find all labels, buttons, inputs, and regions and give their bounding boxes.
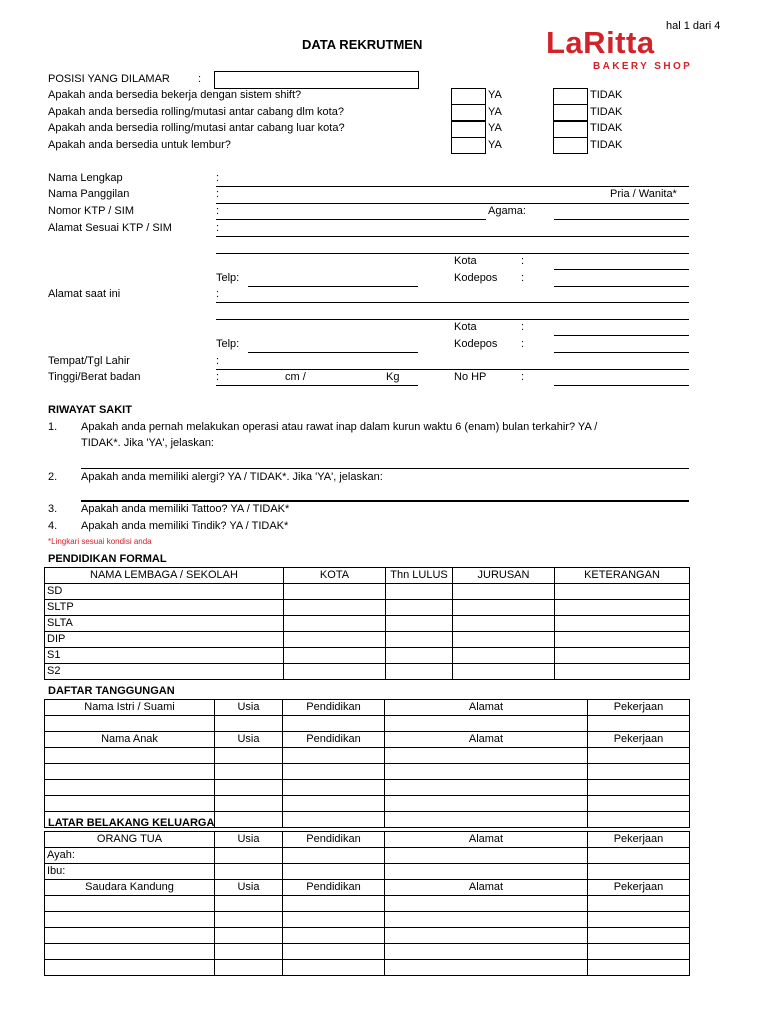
dependents-table (44, 699, 690, 828)
table-cell[interactable] (588, 812, 690, 828)
table-cell[interactable] (283, 896, 385, 912)
column-header: KOTA (284, 568, 386, 584)
allergy-explain-field[interactable] (81, 500, 689, 502)
colon: : (521, 255, 525, 267)
table-row (45, 896, 690, 912)
city-label: Kota (454, 321, 477, 333)
column-header: Pekerjaan (588, 732, 690, 748)
table-row (45, 960, 690, 976)
education-level: SLTP (45, 600, 284, 616)
table-cell[interactable] (283, 812, 385, 828)
table-cell[interactable] (588, 764, 690, 780)
table-cell[interactable] (283, 928, 385, 944)
table-cell[interactable] (588, 864, 690, 880)
no-label: TIDAK (590, 122, 623, 134)
table-cell[interactable] (45, 796, 215, 812)
full-name-label: Nama Lengkap (48, 172, 123, 184)
birth-field[interactable] (216, 369, 689, 370)
table-header-row (45, 568, 690, 584)
education-level: SD (45, 584, 284, 600)
table-cell[interactable] (385, 864, 588, 880)
column-header: Usia (215, 700, 283, 716)
table-row (45, 780, 690, 796)
colon: : (216, 205, 220, 217)
medical-question-surgery: Apakah anda pernah melakukan operasi atau rawat inap dalam kurun waktu 6 (enam) bulan terkahir? YA / (81, 421, 598, 433)
yes-label: YA (488, 106, 502, 118)
family-table (44, 831, 690, 976)
medical-question-allergy: Apakah anda memiliki alergi? YA / TIDAK*. Jika 'YA', jelaskan: (81, 471, 383, 483)
current-phone-field[interactable] (248, 352, 418, 353)
colon: : (216, 371, 220, 383)
mother-label: Ibu: (45, 864, 215, 880)
table-cell[interactable] (386, 584, 453, 600)
surgery-explain-field[interactable] (81, 468, 689, 469)
table-cell[interactable] (215, 896, 283, 912)
no-label: TIDAK (590, 106, 623, 118)
table-cell[interactable] (284, 648, 386, 664)
checkbox-overtime-no[interactable] (553, 137, 588, 154)
education-level: SLTA (45, 616, 284, 632)
table-cell[interactable] (283, 716, 385, 732)
medical-item-number: 2. (48, 471, 58, 483)
table-cell[interactable] (45, 748, 215, 764)
table-cell[interactable] (45, 716, 215, 732)
colon: : (216, 355, 220, 367)
table-cell[interactable] (386, 616, 453, 632)
checkbox-rolling-city-no[interactable] (553, 104, 588, 121)
city-label: Kota (454, 255, 477, 267)
colon: : (521, 272, 525, 284)
page-indicator: hal 1 dari 4 (666, 20, 721, 32)
table-cell[interactable] (453, 584, 555, 600)
yes-label: YA (488, 89, 502, 101)
medical-section-title: RIWAYAT SAKIT (48, 404, 132, 416)
table-cell[interactable] (385, 812, 588, 828)
position-input[interactable] (214, 71, 419, 89)
postcode-field[interactable] (554, 286, 689, 287)
city-field[interactable] (554, 269, 689, 270)
table-cell[interactable] (45, 780, 215, 796)
yes-label: YA (488, 122, 502, 134)
table-cell[interactable] (215, 748, 283, 764)
table-cell[interactable] (283, 764, 385, 780)
table-cell[interactable] (283, 912, 385, 928)
table-cell[interactable] (588, 960, 690, 976)
position-colon: : (198, 73, 202, 85)
table-cell[interactable] (284, 664, 386, 680)
table-cell[interactable] (385, 960, 588, 976)
table-cell[interactable] (453, 600, 555, 616)
table-row (45, 848, 690, 864)
column-header: Alamat (385, 700, 588, 716)
table-cell[interactable] (45, 912, 215, 928)
column-header: Pendidikan (283, 732, 385, 748)
table-row (45, 632, 690, 648)
table-cell[interactable] (215, 764, 283, 780)
table-cell[interactable] (588, 928, 690, 944)
colon: : (216, 172, 220, 184)
table-cell[interactable] (385, 944, 588, 960)
table-cell[interactable] (283, 864, 385, 880)
table-cell[interactable] (555, 600, 690, 616)
current-address-field-2[interactable] (216, 319, 689, 320)
table-cell[interactable] (386, 648, 453, 664)
column-header: Usia (215, 832, 283, 848)
table-cell[interactable] (215, 928, 283, 944)
full-name-field[interactable] (216, 186, 689, 187)
table-row (45, 864, 690, 880)
table-cell[interactable] (588, 848, 690, 864)
page-title: DATA REKRUTMEN (302, 37, 423, 52)
table-cell[interactable] (588, 780, 690, 796)
family-section-title: LATAR BELAKANG KELUARGA (48, 817, 215, 829)
table-row (45, 912, 690, 928)
table-cell[interactable] (588, 912, 690, 928)
column-header: Alamat (385, 732, 588, 748)
table-cell[interactable] (283, 796, 385, 812)
table-cell[interactable] (284, 584, 386, 600)
table-cell[interactable] (385, 748, 588, 764)
ktp-label: Nomor KTP / SIM (48, 205, 134, 217)
logo: LaRitta (546, 25, 655, 60)
column-header: Alamat (385, 880, 588, 896)
no-label: TIDAK (590, 89, 623, 101)
table-cell[interactable] (453, 632, 555, 648)
table-cell[interactable] (588, 716, 690, 732)
table-cell[interactable] (588, 944, 690, 960)
column-header: Pendidikan (283, 880, 385, 896)
table-cell[interactable] (386, 600, 453, 616)
table-cell[interactable] (385, 716, 588, 732)
colon: : (216, 288, 220, 300)
nickname-field[interactable] (216, 203, 689, 204)
no-label: TIDAK (590, 139, 623, 151)
education-table (44, 567, 690, 680)
checkbox-rolling-outside-no[interactable] (553, 121, 588, 138)
table-row (45, 616, 690, 632)
table-cell[interactable] (385, 896, 588, 912)
medical-question-piercing: Apakah anda memiliki Tindik? YA / TIDAK* (81, 520, 289, 532)
column-header: Usia (215, 880, 283, 896)
column-header: Pendidikan (283, 700, 385, 716)
current-city-field[interactable] (554, 335, 689, 336)
table-cell[interactable] (385, 912, 588, 928)
table-cell[interactable] (215, 812, 283, 828)
table-cell[interactable] (284, 632, 386, 648)
medical-question-tattoo: Apakah anda memiliki Tattoo? YA / TIDAK* (81, 503, 290, 515)
table-cell[interactable] (385, 796, 588, 812)
table-row (45, 600, 690, 616)
father-label: Ayah: (45, 848, 215, 864)
postcode-label: Kodepos (454, 338, 498, 350)
column-header: JURUSAN (453, 568, 555, 584)
table-cell[interactable] (215, 780, 283, 796)
cm-unit: cm / (285, 371, 306, 383)
table-cell[interactable] (385, 780, 588, 796)
hp-label: No HP (454, 371, 487, 383)
table-cell[interactable] (555, 664, 690, 680)
table-cell[interactable] (215, 864, 283, 880)
colon: : (521, 371, 525, 383)
current-address-field-1[interactable] (216, 302, 689, 303)
table-row (45, 928, 690, 944)
column-header: ORANG TUA (45, 832, 215, 848)
medical-item-number: 1. (48, 421, 58, 433)
table-cell[interactable] (283, 848, 385, 864)
table-cell[interactable] (215, 960, 283, 976)
column-header: Pekerjaan (588, 880, 690, 896)
table-row (45, 944, 690, 960)
phone-label: Telp: (216, 272, 240, 284)
table-header-row (45, 732, 690, 748)
column-header: Nama Istri / Suami (45, 700, 215, 716)
religion-field[interactable] (554, 219, 689, 220)
checkbox-shift-no[interactable] (553, 88, 588, 105)
column-header: Alamat (385, 832, 588, 848)
table-cell[interactable] (284, 616, 386, 632)
table-cell[interactable] (283, 748, 385, 764)
table-cell[interactable] (588, 896, 690, 912)
yes-label: YA (488, 139, 502, 151)
column-header: Saudara Kandung (45, 880, 215, 896)
address-ktp-field-2[interactable] (216, 253, 689, 254)
column-header: Nama Anak (45, 732, 215, 748)
column-header: NAMA LEMBAGA / SEKOLAH (45, 568, 284, 584)
address-ktp-label: Alamat Sesuai KTP / SIM (48, 222, 172, 234)
table-row (45, 584, 690, 600)
education-level: DIP (45, 632, 284, 648)
table-row (45, 764, 690, 780)
table-cell[interactable] (555, 648, 690, 664)
circle-note: *Lingkari sesuai kondisi anda (48, 537, 152, 546)
question-shift: Apakah anda bersedia bekerja dengan sistem shift? (48, 89, 302, 101)
table-cell[interactable] (453, 616, 555, 632)
question-rolling-outside: Apakah anda bersedia rolling/mutasi antar cabang luar kota? (48, 122, 345, 134)
kg-unit: Kg (386, 371, 400, 383)
table-cell[interactable] (453, 664, 555, 680)
checkbox-rolling-outside-yes[interactable] (451, 121, 486, 138)
table-cell[interactable] (386, 664, 453, 680)
table-cell[interactable] (45, 896, 215, 912)
phone-field[interactable] (248, 286, 418, 287)
colon: : (521, 338, 525, 350)
table-cell[interactable] (215, 944, 283, 960)
question-overtime: Apakah anda bersedia untuk lembur? (48, 139, 231, 151)
column-header: Thn LULUS (386, 568, 453, 584)
checkbox-shift-yes[interactable] (451, 88, 486, 105)
table-cell[interactable] (588, 796, 690, 812)
postcode-label: Kodepos (454, 272, 498, 284)
table-cell[interactable] (45, 960, 215, 976)
table-cell[interactable] (555, 632, 690, 648)
logo-subtitle: BAKERY SHOP (593, 61, 693, 72)
column-header: KETERANGAN (555, 568, 690, 584)
column-header: Pekerjaan (588, 832, 690, 848)
table-cell[interactable] (283, 960, 385, 976)
religion-label: Agama: (488, 205, 526, 217)
nickname-label: Nama Panggilan (48, 188, 130, 200)
gender-option[interactable]: Pria / Wanita* (610, 188, 677, 200)
ktp-field[interactable] (216, 219, 486, 220)
table-row (45, 748, 690, 764)
current-postcode-field[interactable] (554, 352, 689, 353)
column-header: Pekerjaan (588, 700, 690, 716)
table-cell[interactable] (588, 748, 690, 764)
table-cell[interactable] (555, 584, 690, 600)
table-row (45, 796, 690, 812)
table-header-row (45, 880, 690, 896)
medical-item-number: 3. (48, 503, 58, 515)
table-cell[interactable] (283, 944, 385, 960)
colon: : (216, 188, 220, 200)
checkbox-overtime-yes[interactable] (451, 137, 486, 154)
table-row (45, 716, 690, 732)
table-cell[interactable] (45, 928, 215, 944)
table-cell[interactable] (215, 716, 283, 732)
table-cell[interactable] (385, 764, 588, 780)
education-level: S2 (45, 664, 284, 680)
column-header: Pendidikan (283, 832, 385, 848)
table-cell[interactable] (385, 848, 588, 864)
table-cell[interactable] (215, 848, 283, 864)
height-weight-label: Tinggi/Berat badan (48, 371, 141, 383)
colon: : (521, 321, 525, 333)
position-label: POSISI YANG DILAMAR (48, 73, 170, 85)
education-level: S1 (45, 648, 284, 664)
table-cell[interactable] (283, 780, 385, 796)
table-cell[interactable] (453, 648, 555, 664)
current-address-label: Alamat saat ini (48, 288, 121, 300)
birth-label: Tempat/Tgl Lahir (48, 355, 130, 367)
education-section-title: PENDIDIKAN FORMAL (48, 553, 167, 565)
table-row (45, 664, 690, 680)
table-row (45, 648, 690, 664)
colon: : (216, 222, 220, 234)
column-header: Usia (215, 732, 283, 748)
checkbox-rolling-city-yes[interactable] (451, 104, 486, 121)
table-header-row (45, 832, 690, 848)
table-cell[interactable] (386, 632, 453, 648)
table-header-row (45, 700, 690, 716)
medical-item-number: 4. (48, 520, 58, 532)
hp-field[interactable] (554, 385, 689, 386)
table-cell[interactable] (215, 912, 283, 928)
table-cell[interactable] (45, 764, 215, 780)
height-weight-field[interactable] (216, 385, 418, 386)
table-cell[interactable] (385, 928, 588, 944)
phone-label: Telp: (216, 338, 240, 350)
table-cell[interactable] (45, 944, 215, 960)
address-ktp-field-1[interactable] (216, 236, 689, 237)
medical-question-surgery-cont: TIDAK*. Jika 'YA', jelaskan: (81, 437, 214, 449)
table-cell[interactable] (215, 796, 283, 812)
table-cell[interactable] (284, 600, 386, 616)
dependents-section-title: DAFTAR TANGGUNGAN (48, 685, 175, 697)
question-rolling-city: Apakah anda bersedia rolling/mutasi antar cabang dlm kota? (48, 106, 344, 118)
table-cell[interactable] (555, 616, 690, 632)
